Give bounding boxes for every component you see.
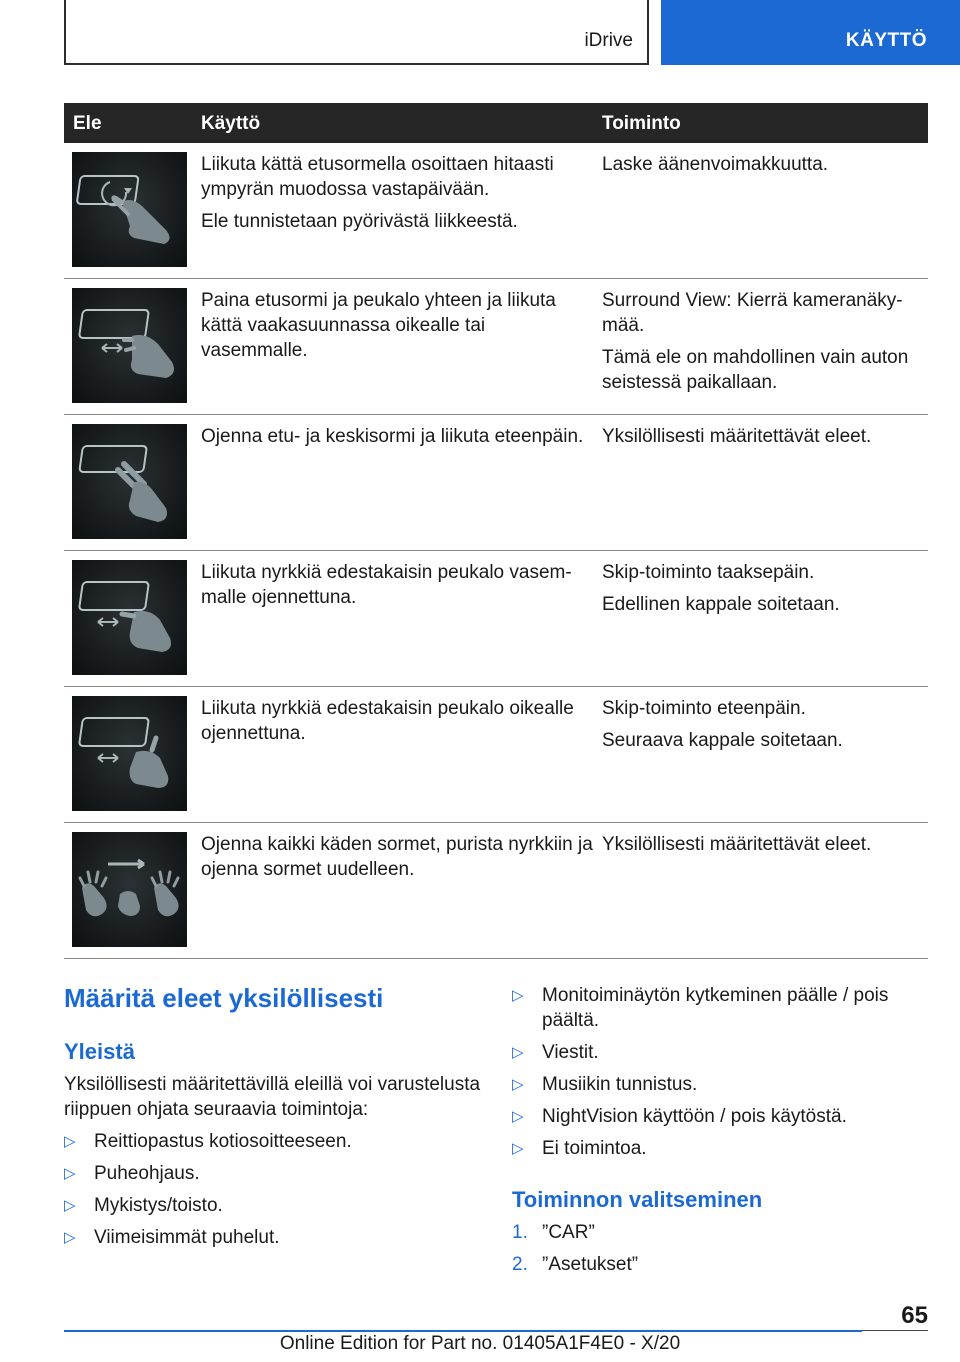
table-row [64, 415, 928, 551]
table-row [64, 143, 928, 279]
list-item: ▷ Musiikin tunnistus. [512, 1074, 698, 1095]
col-header-function: Toiminto [602, 113, 681, 134]
header-section-box [64, 0, 649, 65]
select-heading: Toiminnon valitseminen [512, 1187, 763, 1212]
usage-cell: Liikuta nyrkkiä edestakaisin peukalo oikealle ojennettuna. [201, 698, 574, 744]
fist-thumb-right-gesture-icon [72, 696, 187, 811]
triangle-bullet-icon: ▷ [512, 1044, 524, 1061]
table-row [64, 823, 928, 959]
circle-counterclockwise-gesture-icon [72, 152, 187, 267]
list-item: ▷ Viestit. [512, 1042, 599, 1063]
table-header [64, 103, 928, 143]
function-cell: Skip-toiminto taaksepäin. Edellinen kappale soitetaan. [602, 562, 840, 615]
function-cell: Surround View: Kierrä kameranäkymää. Tämä ele on mahdollinen vain auton seistessä paikallaan. [602, 290, 909, 393]
header-section: iDrive [584, 30, 633, 51]
triangle-bullet-icon: ▷ [64, 1197, 76, 1214]
usage-cell: Liikuta nyrkkiä edestakaisin peukalo vasemmalle ojennettuna. [201, 562, 572, 608]
footer-edition: Online Edition for Part no. 01405A1F4E0 - X/20 [279, 1333, 681, 1354]
table-row [64, 279, 928, 415]
pinch-swipe-gesture-icon [72, 288, 187, 403]
table-row [64, 687, 928, 823]
triangle-bullet-icon: ▷ [512, 1140, 524, 1157]
usage-cell: Paina etusormi ja peukalo yhteen ja liikuta kättä vaakasuunnassa oikealle tai vasemmalle. [201, 290, 556, 361]
function-cell: Yksilöllisesti määritettävät eleet. [602, 834, 872, 855]
fist-thumb-left-gesture-icon [72, 560, 187, 675]
list-item: ▷ Mykistys/toisto. [64, 1195, 223, 1216]
list-item: ▷ Viimeisimmät puhelut. [64, 1227, 280, 1248]
header-chapter: KÄYTTÖ [845, 30, 927, 51]
list-item: ▷ Monitoiminäytön kytkeminen päälle / pois päältä. [512, 985, 889, 1031]
general-heading: Yleistä [64, 1039, 135, 1064]
list-item: ▷ NightVision käyttöön / pois käytöstä. [512, 1106, 847, 1127]
triangle-bullet-icon: ▷ [64, 1133, 76, 1150]
triangle-bullet-icon: ▷ [64, 1165, 76, 1182]
section-title: Määritä eleet yksilöllisesti [64, 983, 384, 1013]
general-intro: Yksilöllisesti määritettävillä eleillä voi varustelusta riippuen ohjata seuraavia toimintoja: [64, 1074, 481, 1120]
triangle-bullet-icon: ▷ [64, 1229, 76, 1246]
step-item: 2. ”Asetukset” [512, 1254, 639, 1275]
function-cell: Yksilöllisesti määritettävät eleet. [602, 426, 872, 447]
usage-cell: Ojenna etu- ja keskisormi ja liikuta eteenpäin. [201, 426, 584, 447]
usage-cell: Ojenna kaikki käden sormet, purista nyrkkiin ja ojenna sormet uudelleen. [201, 834, 593, 880]
col-header-gesture: Ele [73, 113, 102, 134]
list-item: ▷ Ei toimintoa. [512, 1138, 647, 1159]
page-number: 65 [901, 1302, 928, 1329]
table-row [64, 551, 928, 687]
footer-divider [64, 1330, 862, 1332]
triangle-bullet-icon: ▷ [512, 1076, 524, 1093]
open-close-hand-gesture-icon [72, 832, 187, 947]
triangle-bullet-icon: ▷ [512, 987, 524, 1004]
function-list-left [64, 1129, 484, 1257]
list-item: ▷ Reittiopastus kotiosoitteeseen. [64, 1131, 352, 1152]
triangle-bullet-icon: ▷ [512, 1108, 524, 1125]
function-cell: Laske äänenvoimakkuutta. [602, 154, 829, 175]
list-item: ▷ Puheohjaus. [64, 1163, 200, 1184]
step-item: 1. ”CAR” [512, 1222, 595, 1243]
function-cell: Skip-toiminto eteenpäin. Seuraava kappale soitetaan. [602, 698, 843, 751]
select-steps [512, 1220, 912, 1284]
gesture-table [64, 103, 928, 959]
col-header-usage: Käyttö [201, 113, 261, 134]
two-finger-point-gesture-icon [72, 424, 187, 539]
usage-cell: Liikuta kättä etusormella osoittaen hitaasti ympyrän muodossa vastapäivään. Ele tunnistetaan pyörivästä liikkeestä. [201, 154, 554, 232]
function-list-right [512, 983, 912, 1168]
header-chapter-box [661, 0, 960, 65]
footer-divider-end [862, 1330, 928, 1331]
